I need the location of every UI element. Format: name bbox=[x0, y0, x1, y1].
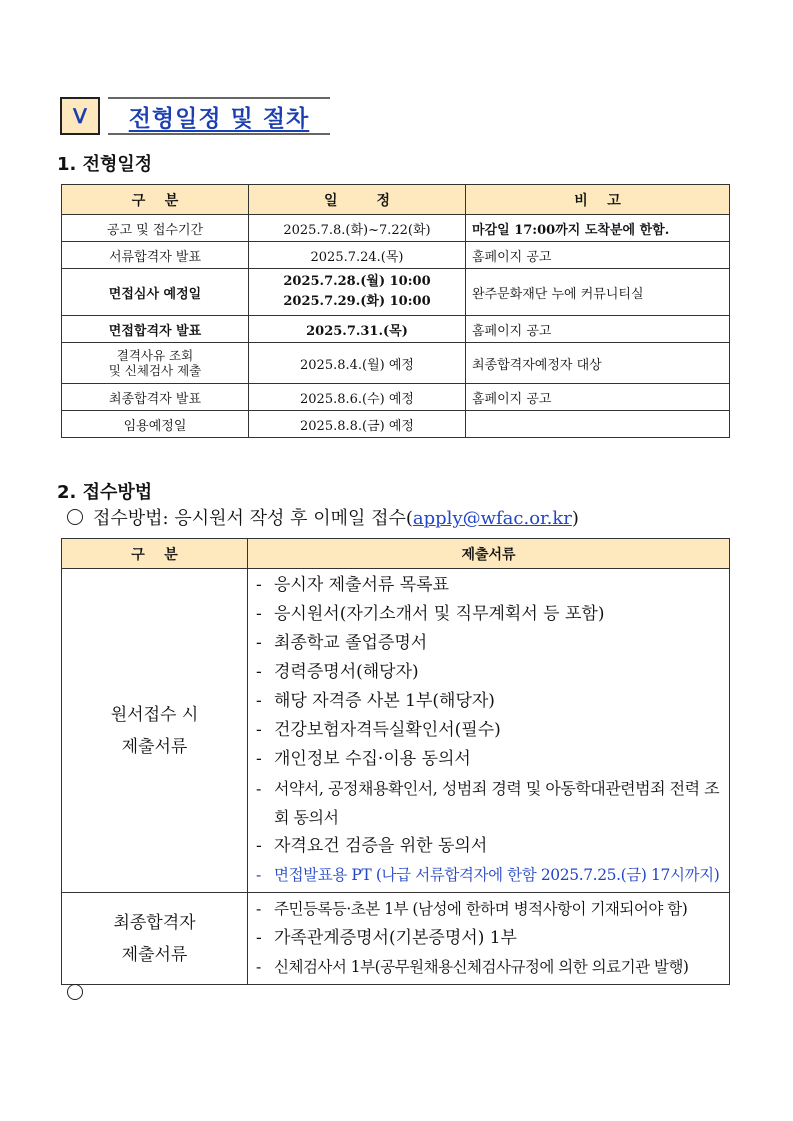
table-row bbox=[62, 269, 730, 316]
group-label bbox=[62, 893, 248, 985]
table-row bbox=[62, 569, 730, 893]
schedule-table bbox=[61, 184, 730, 438]
col-header-category: 구 분 bbox=[62, 539, 248, 569]
row-note: 마감일 17:00까지 도착분에 한함. bbox=[466, 215, 730, 242]
row-note bbox=[466, 411, 730, 438]
row-date: 2025.8.4.(월) 예정 bbox=[249, 343, 466, 384]
table-row bbox=[62, 316, 730, 343]
row-label: 임용예정일 bbox=[62, 411, 249, 438]
method-heading: 2. 접수방법 bbox=[57, 482, 153, 503]
table-row bbox=[62, 411, 730, 438]
row-date: 2025.7.8.(화)~7.22(화) bbox=[249, 215, 466, 242]
section-number: Ⅴ bbox=[60, 97, 100, 135]
list-item: - 가족관계증명서(기본증명서) 1부 bbox=[256, 928, 517, 948]
col-header-category: 구 분 bbox=[62, 185, 249, 215]
row-note: 최종합격자예정자 대상 bbox=[466, 343, 730, 384]
list-item: - 서약서, 공정채용확인서, 성범죄 경력 및 아동학대관련범죄 전력 조회 동의서 bbox=[256, 779, 720, 827]
table-row bbox=[62, 384, 730, 411]
table-row bbox=[62, 893, 730, 985]
row-date: 2025.7.24.(목) bbox=[249, 242, 466, 269]
documents-table bbox=[61, 538, 730, 985]
list-item: - 해당 자격증 사본 1부(해당자) bbox=[256, 691, 495, 711]
method-text: 접수방법: 응시원서 작성 후 이메일 접수( bbox=[93, 508, 413, 529]
list-item: - 응시자 제출서류 목록표 bbox=[256, 575, 450, 595]
document-list bbox=[248, 569, 730, 893]
circle-bullet-icon bbox=[67, 984, 83, 1000]
row-date: 2025.8.8.(금) 예정 bbox=[249, 411, 466, 438]
row-date bbox=[249, 269, 466, 316]
row-label bbox=[62, 343, 249, 384]
list-item: - 자격요건 검증을 위한 동의서 bbox=[256, 836, 488, 856]
list-item: - 응시원서(자기소개서 및 직무계획서 등 포함) bbox=[256, 604, 605, 624]
row-note: 홈페이지 공고 bbox=[466, 316, 730, 343]
list-item: - 경력증명서(해당자) bbox=[256, 662, 419, 682]
list-item: - 건강보험자격득실확인서(필수) bbox=[256, 720, 501, 740]
method-line bbox=[67, 504, 579, 530]
group-label bbox=[62, 569, 248, 893]
method-suffix: ) bbox=[571, 508, 579, 529]
row-label: 최종합격자 발표 bbox=[62, 384, 249, 411]
group-label-line1: 원서접수 시 bbox=[110, 704, 199, 725]
section-title-box bbox=[108, 97, 330, 135]
table-header-row bbox=[62, 185, 730, 215]
schedule-heading: 1. 전형일정 bbox=[57, 154, 153, 175]
table-row bbox=[62, 343, 730, 384]
list-item: - 주민등록등·초본 1부 (남성에 한하며 병적사항이 기재되어야 함) bbox=[256, 900, 688, 918]
group-label-line2: 제출서류 bbox=[121, 944, 188, 965]
table-row bbox=[62, 242, 730, 269]
list-item: - 개인정보 수집·이용 동의서 bbox=[256, 749, 471, 769]
email-link[interactable]: apply@wfac.or.kr bbox=[412, 508, 572, 529]
list-item: - 면접발표용 PT (나급 서류합격자에 한함 2025.7.25.(금) 17시까지) bbox=[256, 866, 720, 884]
row-label: 면접합격자 발표 bbox=[62, 316, 249, 343]
col-header-schedule: 일 정 bbox=[249, 185, 466, 215]
row-note: 홈페이지 공고 bbox=[466, 242, 730, 269]
group-label-line1: 최종합격자 bbox=[113, 912, 196, 933]
section-title: 전형일정 및 절차 bbox=[128, 105, 310, 132]
row-note: 홈페이지 공고 bbox=[466, 384, 730, 411]
col-header-note: 비 고 bbox=[466, 185, 730, 215]
row-date: 2025.8.6.(수) 예정 bbox=[249, 384, 466, 411]
list-item: - 최종학교 졸업증명서 bbox=[256, 633, 428, 653]
row-label-line2: 및 신체검사 제출 bbox=[108, 363, 202, 378]
table-row bbox=[62, 215, 730, 242]
group-label-line2: 제출서류 bbox=[121, 736, 188, 757]
row-label: 공고 및 접수기간 bbox=[62, 215, 249, 242]
list-item: - 신체검사서 1부(공무원채용신체검사규정에 의한 의료기관 발행) bbox=[256, 958, 689, 976]
table-header-row bbox=[62, 539, 730, 569]
circle-bullet-icon bbox=[67, 509, 83, 525]
row-date-line2: 2025.7.29.(화) 10:00 bbox=[283, 294, 431, 309]
document-list bbox=[248, 893, 730, 985]
row-label: 면접심사 예정일 bbox=[62, 269, 249, 316]
row-date: 2025.7.31.(목) bbox=[249, 316, 466, 343]
row-label: 서류합격자 발표 bbox=[62, 242, 249, 269]
col-header-documents: 제출서류 bbox=[248, 539, 730, 569]
row-note: 완주문화재단 누에 커뮤니티실 bbox=[466, 269, 730, 316]
row-label-line1: 결격사유 조회 bbox=[116, 348, 194, 363]
row-date-line1: 2025.7.28.(월) 10:00 bbox=[283, 274, 431, 289]
